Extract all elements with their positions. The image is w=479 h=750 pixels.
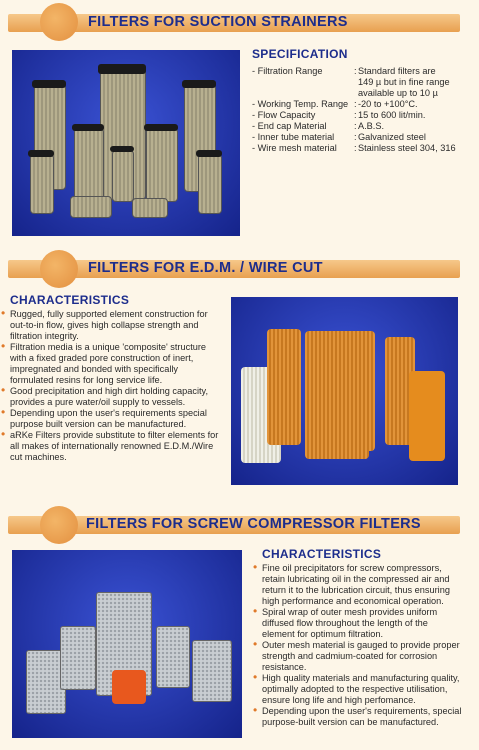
section-screw-compressor <box>0 500 479 750</box>
suction-strainers-photo <box>12 50 240 236</box>
section-title: FILTERS FOR SUCTION STRAINERS <box>88 14 348 30</box>
section-edm-wire-cut <box>0 250 479 500</box>
list-item: • Outer mesh material is gauged to provide proper strength and cadmium-coated for corrosion resistance. <box>262 640 462 673</box>
characteristics-list <box>10 309 222 463</box>
screw-compressor-filters-photo <box>12 550 242 738</box>
list-item: • Good precipitation and high dirt holding capacity, provides a pure water/oil supply to vessels. <box>10 386 222 408</box>
list-item: • Depending upon the user's requirements special purpose built version can be manufactured. <box>10 408 222 430</box>
banner-circle-decoration <box>40 506 78 544</box>
list-item: • aRKe Filters provide substitute to filter elements for all makes of internationally renowned E.D.M./Wire cut machines. <box>10 430 222 463</box>
section-suction-strainers: FILTERS FOR SUCTION STRAINERS SPECIFICATION - Filtration Range : Standard filters are 149 µ but in fine range available up to 10 µ - Working Temp. Range : -20 to +100°C. - Flow Capacity : 15 to 600 lit/min. - End cap Material : A.B.S. - Inner tube material : Galvanized steel - Wire mesh material : Stainless steel 304, 316 <box>0 0 479 245</box>
spec-heading: SPECIFICATION <box>252 47 348 61</box>
characteristics-heading: CHARACTERISTICS <box>10 293 130 307</box>
list-item: • Fine oil precipitators for screw compressors, retain lubricating oil in the compressed air and return it to the lubrication circuit, thus ensuring high performance and economical operation. <box>262 563 462 607</box>
list-item: • High quality materials and manufacturing quality, optimally adopted to the respective utilisation, ensure long life and high perfomance. <box>262 673 462 706</box>
list-item: • Spiral wrap of outer mesh provides uniform diffused flow throughout the length of the element for optimum filtration. <box>262 607 462 640</box>
list-item: • Depending upon the user's requirements, special purpose-built version can be manufactured. <box>262 706 462 728</box>
banner-circle-decoration <box>40 250 78 288</box>
section-title: FILTERS FOR SCREW COMPRESSOR FILTERS <box>86 516 421 532</box>
characteristics-list <box>262 563 462 728</box>
edm-filters-photo <box>231 297 458 485</box>
section-title: FILTERS FOR E.D.M. / WIRE CUT <box>88 260 323 276</box>
banner-circle-decoration <box>40 3 78 41</box>
characteristics-heading: CHARACTERISTICS <box>262 547 382 561</box>
list-item: • Rugged, fully supported element construction for out-to-in flow, gives high collapse strength and filtration integrity. <box>10 309 222 342</box>
list-item: • Filtration media is a unique 'composite' structure with a fixed graded pore construction of inert, impregnated and bonded with specifically formulated resins for long service life. <box>10 342 222 386</box>
